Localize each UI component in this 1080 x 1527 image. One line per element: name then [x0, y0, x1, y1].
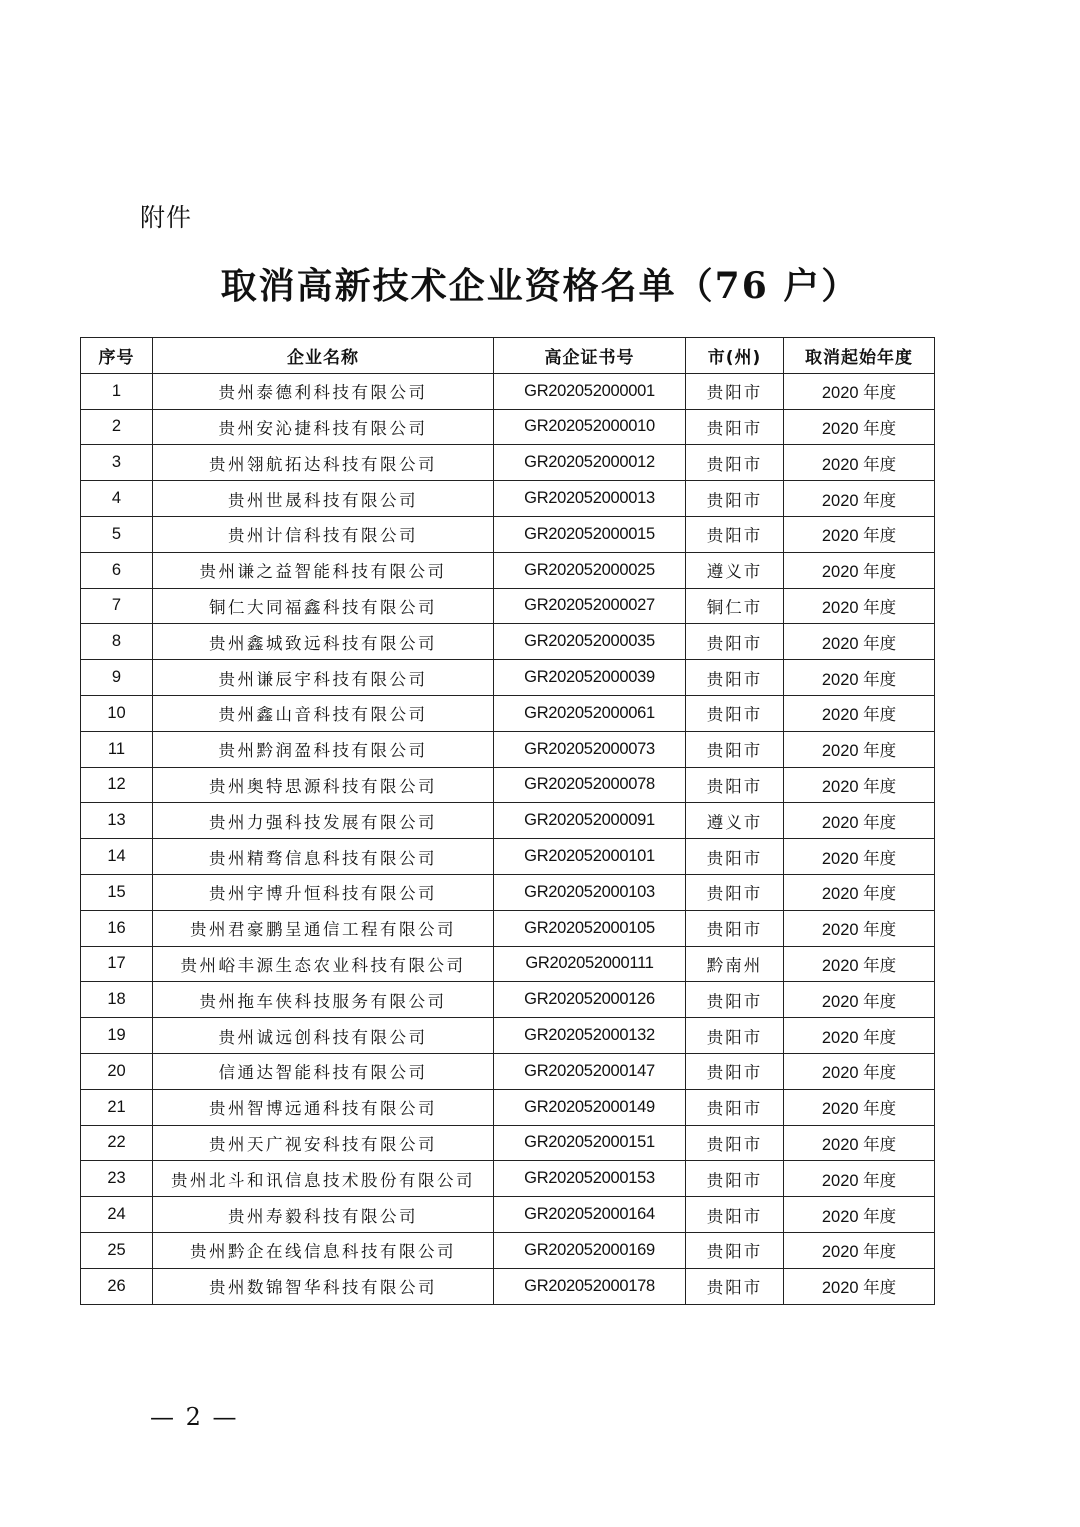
- cell-city: 贵阳市: [686, 1125, 784, 1161]
- table-row: [81, 839, 935, 875]
- cell-certificate-number: GR202052000001: [494, 373, 686, 409]
- cell-certificate-number: GR202052000013: [494, 481, 686, 517]
- cell-certificate-number: GR202052000027: [494, 588, 686, 624]
- cell-index: 7: [81, 588, 153, 624]
- cell-city: 贵阳市: [686, 409, 784, 445]
- cell-revocation-year: 2020 年度: [784, 373, 935, 409]
- cell-city: 遵义市: [686, 552, 784, 588]
- table-header-row: [81, 338, 935, 374]
- cell-revocation-year: 2020 年度: [784, 445, 935, 481]
- cell-revocation-year: 2020 年度: [784, 660, 935, 696]
- cell-city: 贵阳市: [686, 982, 784, 1018]
- cell-certificate-number: GR202052000103: [494, 874, 686, 910]
- cell-enterprise-name: 贵州翎航拓达科技有限公司: [153, 445, 494, 481]
- table-row: [81, 660, 935, 696]
- table-row: [81, 874, 935, 910]
- cell-revocation-year: 2020 年度: [784, 1232, 935, 1268]
- cell-enterprise-name: 贵州谦辰宇科技有限公司: [153, 660, 494, 696]
- cell-revocation-year: 2020 年度: [784, 1053, 935, 1089]
- cell-index: 24: [81, 1197, 153, 1233]
- cell-index: 12: [81, 767, 153, 803]
- cell-enterprise-name: 贵州奥特思源科技有限公司: [153, 767, 494, 803]
- cell-enterprise-name: 贵州拖车侠科技服务有限公司: [153, 982, 494, 1018]
- table-row: [81, 767, 935, 803]
- cell-index: 23: [81, 1161, 153, 1197]
- cell-certificate-number: GR202052000147: [494, 1053, 686, 1089]
- cell-city: 贵阳市: [686, 767, 784, 803]
- cell-index: 18: [81, 982, 153, 1018]
- cell-revocation-year: 2020 年度: [784, 982, 935, 1018]
- cell-certificate-number: GR202052000015: [494, 516, 686, 552]
- table-row: [81, 1161, 935, 1197]
- cell-city: 贵阳市: [686, 1089, 784, 1125]
- table-row: [81, 552, 935, 588]
- cell-index: 26: [81, 1268, 153, 1304]
- cell-city: 贵阳市: [686, 1232, 784, 1268]
- cell-revocation-year: 2020 年度: [784, 1018, 935, 1054]
- cell-city: 贵阳市: [686, 1018, 784, 1054]
- table-row: [81, 910, 935, 946]
- cell-certificate-number: GR202052000061: [494, 695, 686, 731]
- cell-certificate-number: GR202052000078: [494, 767, 686, 803]
- cell-enterprise-name: 贵州峪丰源生态农业科技有限公司: [153, 946, 494, 982]
- header-enterprise-name: 企业名称: [153, 338, 494, 374]
- cell-city: 贵阳市: [686, 445, 784, 481]
- revoked-enterprise-table: [80, 337, 935, 1305]
- cell-revocation-year: 2020 年度: [784, 1268, 935, 1304]
- cell-enterprise-name: 贵州精骛信息科技有限公司: [153, 839, 494, 875]
- cell-index: 9: [81, 660, 153, 696]
- cell-city: 遵义市: [686, 803, 784, 839]
- table-row: [81, 1053, 935, 1089]
- cell-revocation-year: 2020 年度: [784, 1161, 935, 1197]
- cell-certificate-number: GR202052000149: [494, 1089, 686, 1125]
- cell-certificate-number: GR202052000178: [494, 1268, 686, 1304]
- cell-city: 贵阳市: [686, 373, 784, 409]
- cell-index: 19: [81, 1018, 153, 1054]
- cell-index: 25: [81, 1232, 153, 1268]
- cell-index: 22: [81, 1125, 153, 1161]
- table-row: [81, 516, 935, 552]
- table-row: [81, 946, 935, 982]
- cell-revocation-year: 2020 年度: [784, 624, 935, 660]
- cell-city: 黔南州: [686, 946, 784, 982]
- cell-enterprise-name: 贵州君豪鹏呈通信工程有限公司: [153, 910, 494, 946]
- header-certificate-number: 高企证书号: [494, 338, 686, 374]
- cell-enterprise-name: 贵州安沁捷科技有限公司: [153, 409, 494, 445]
- cell-revocation-year: 2020 年度: [784, 695, 935, 731]
- cell-index: 14: [81, 839, 153, 875]
- table-row: [81, 1197, 935, 1233]
- cell-certificate-number: GR202052000111: [494, 946, 686, 982]
- cell-city: 贵阳市: [686, 1268, 784, 1304]
- cell-index: 20: [81, 1053, 153, 1089]
- cell-index: 1: [81, 373, 153, 409]
- attachment-label: 附件: [140, 203, 193, 232]
- cell-index: 8: [81, 624, 153, 660]
- cell-revocation-year: 2020 年度: [784, 803, 935, 839]
- table-row: [81, 624, 935, 660]
- cell-city: 贵阳市: [686, 874, 784, 910]
- cell-certificate-number: GR202052000073: [494, 731, 686, 767]
- cell-city: 贵阳市: [686, 624, 784, 660]
- cell-enterprise-name: 贵州北斗和讯信息技术股份有限公司: [153, 1161, 494, 1197]
- table-row: [81, 1268, 935, 1304]
- cell-certificate-number: GR202052000101: [494, 839, 686, 875]
- cell-revocation-year: 2020 年度: [784, 481, 935, 517]
- cell-city: 贵阳市: [686, 910, 784, 946]
- cell-enterprise-name: 信通达智能科技有限公司: [153, 1053, 494, 1089]
- cell-city: 贵阳市: [686, 695, 784, 731]
- table-row: [81, 982, 935, 1018]
- cell-enterprise-name: 贵州宇博升恒科技有限公司: [153, 874, 494, 910]
- cell-certificate-number: GR202052000169: [494, 1232, 686, 1268]
- cell-revocation-year: 2020 年度: [784, 910, 935, 946]
- cell-index: 3: [81, 445, 153, 481]
- cell-revocation-year: 2020 年度: [784, 516, 935, 552]
- cell-enterprise-name: 贵州世晟科技有限公司: [153, 481, 494, 517]
- cell-enterprise-name: 贵州鑫城致远科技有限公司: [153, 624, 494, 660]
- cell-enterprise-name: 贵州黔润盈科技有限公司: [153, 731, 494, 767]
- header-city: 市(州): [686, 338, 784, 374]
- cell-certificate-number: GR202052000132: [494, 1018, 686, 1054]
- cell-index: 11: [81, 731, 153, 767]
- cell-revocation-year: 2020 年度: [784, 1089, 935, 1125]
- cell-index: 17: [81, 946, 153, 982]
- cell-enterprise-name: 贵州诚远创科技有限公司: [153, 1018, 494, 1054]
- cell-enterprise-name: 贵州鑫山音科技有限公司: [153, 695, 494, 731]
- cell-revocation-year: 2020 年度: [784, 839, 935, 875]
- cell-enterprise-name: 贵州谦之益智能科技有限公司: [153, 552, 494, 588]
- cell-revocation-year: 2020 年度: [784, 946, 935, 982]
- cell-certificate-number: GR202052000126: [494, 982, 686, 1018]
- cell-certificate-number: GR202052000012: [494, 445, 686, 481]
- table-row: [81, 409, 935, 445]
- cell-enterprise-name: 铜仁大同福鑫科技有限公司: [153, 588, 494, 624]
- document-title: 取消高新技术企业资格名单（76 户）: [220, 265, 860, 307]
- table-row: [81, 695, 935, 731]
- cell-city: 贵阳市: [686, 516, 784, 552]
- cell-certificate-number: GR202052000153: [494, 1161, 686, 1197]
- cell-revocation-year: 2020 年度: [784, 731, 935, 767]
- cell-certificate-number: GR202052000164: [494, 1197, 686, 1233]
- cell-revocation-year: 2020 年度: [784, 409, 935, 445]
- cell-index: 10: [81, 695, 153, 731]
- table-row: [81, 1089, 935, 1125]
- cell-certificate-number: GR202052000151: [494, 1125, 686, 1161]
- cell-index: 4: [81, 481, 153, 517]
- cell-revocation-year: 2020 年度: [784, 874, 935, 910]
- table-row: [81, 1018, 935, 1054]
- cell-revocation-year: 2020 年度: [784, 552, 935, 588]
- header-index: 序号: [81, 338, 153, 374]
- cell-certificate-number: GR202052000105: [494, 910, 686, 946]
- cell-index: 13: [81, 803, 153, 839]
- cell-enterprise-name: 贵州智博远通科技有限公司: [153, 1089, 494, 1125]
- cell-city: 贵阳市: [686, 839, 784, 875]
- table-row: [81, 1125, 935, 1161]
- cell-city: 贵阳市: [686, 1053, 784, 1089]
- cell-certificate-number: GR202052000010: [494, 409, 686, 445]
- page-number: — 2 —: [150, 1403, 239, 1431]
- cell-revocation-year: 2020 年度: [784, 767, 935, 803]
- cell-enterprise-name: 贵州寿毅科技有限公司: [153, 1197, 494, 1233]
- cell-revocation-year: 2020 年度: [784, 1197, 935, 1233]
- cell-certificate-number: GR202052000025: [494, 552, 686, 588]
- cell-revocation-year: 2020 年度: [784, 1125, 935, 1161]
- cell-city: 铜仁市: [686, 588, 784, 624]
- table-row: [81, 373, 935, 409]
- header-revocation-year: 取消起始年度: [784, 338, 935, 374]
- cell-certificate-number: GR202052000035: [494, 624, 686, 660]
- cell-certificate-number: GR202052000039: [494, 660, 686, 696]
- table-body: [81, 373, 935, 1304]
- table-row: [81, 731, 935, 767]
- table-row: [81, 1232, 935, 1268]
- table-row: [81, 803, 935, 839]
- cell-enterprise-name: 贵州计信科技有限公司: [153, 516, 494, 552]
- cell-city: 贵阳市: [686, 731, 784, 767]
- cell-index: 2: [81, 409, 153, 445]
- cell-enterprise-name: 贵州力强科技发展有限公司: [153, 803, 494, 839]
- cell-enterprise-name: 贵州天广视安科技有限公司: [153, 1125, 494, 1161]
- cell-index: 15: [81, 874, 153, 910]
- table-row: [81, 588, 935, 624]
- cell-enterprise-name: 贵州黔企在线信息科技有限公司: [153, 1232, 494, 1268]
- cell-certificate-number: GR202052000091: [494, 803, 686, 839]
- cell-index: 5: [81, 516, 153, 552]
- cell-enterprise-name: 贵州泰德利科技有限公司: [153, 373, 494, 409]
- cell-city: 贵阳市: [686, 1161, 784, 1197]
- table-row: [81, 445, 935, 481]
- cell-city: 贵阳市: [686, 660, 784, 696]
- cell-city: 贵阳市: [686, 1197, 784, 1233]
- cell-index: 21: [81, 1089, 153, 1125]
- cell-index: 6: [81, 552, 153, 588]
- table-row: [81, 481, 935, 517]
- cell-enterprise-name: 贵州数锦智华科技有限公司: [153, 1268, 494, 1304]
- cell-city: 贵阳市: [686, 481, 784, 517]
- cell-revocation-year: 2020 年度: [784, 588, 935, 624]
- cell-index: 16: [81, 910, 153, 946]
